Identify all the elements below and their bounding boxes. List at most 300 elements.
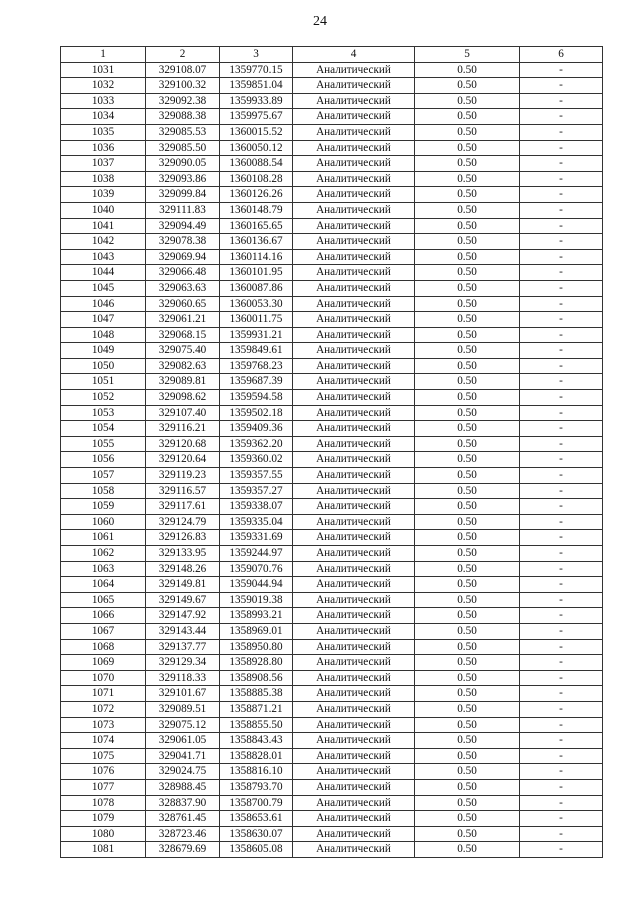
table-row <box>61 499 603 515</box>
note-cell: - <box>520 358 603 374</box>
point-number-cell: 1073 <box>61 717 146 733</box>
point-number-cell: 1049 <box>61 343 146 359</box>
method-cell: Аналитический <box>293 795 415 811</box>
y-coordinate-cell: 1358816.10 <box>220 764 293 780</box>
x-coordinate-cell: 329093.86 <box>146 171 220 187</box>
y-coordinate-cell: 1360101.95 <box>220 265 293 281</box>
y-coordinate-cell: 1359768.23 <box>220 358 293 374</box>
y-coordinate-cell: 1358885.38 <box>220 686 293 702</box>
method-cell: Аналитический <box>293 842 415 858</box>
note-cell: - <box>520 779 603 795</box>
point-number-cell: 1048 <box>61 327 146 343</box>
table-header-row <box>61 47 603 63</box>
x-coordinate-cell: 329147.92 <box>146 608 220 624</box>
y-coordinate-cell: 1359019.38 <box>220 592 293 608</box>
method-cell: Аналитический <box>293 390 415 406</box>
method-cell: Аналитический <box>293 483 415 499</box>
x-coordinate-cell: 329088.38 <box>146 109 220 125</box>
accuracy-cell: 0.50 <box>415 78 520 94</box>
table-row <box>61 608 603 624</box>
accuracy-cell: 0.50 <box>415 421 520 437</box>
y-coordinate-cell: 1358969.01 <box>220 623 293 639</box>
accuracy-cell: 0.50 <box>415 156 520 172</box>
x-coordinate-cell: 328837.90 <box>146 795 220 811</box>
y-coordinate-cell: 1359338.07 <box>220 499 293 515</box>
accuracy-cell: 0.50 <box>415 499 520 515</box>
note-cell: - <box>520 265 603 281</box>
x-coordinate-cell: 329090.05 <box>146 156 220 172</box>
method-cell: Аналитический <box>293 826 415 842</box>
note-cell: - <box>520 530 603 546</box>
x-coordinate-cell: 329089.81 <box>146 374 220 390</box>
table-row <box>61 218 603 234</box>
accuracy-cell: 0.50 <box>415 452 520 468</box>
note-cell: - <box>520 592 603 608</box>
method-cell: Аналитический <box>293 78 415 94</box>
note-cell: - <box>520 670 603 686</box>
x-coordinate-cell: 329126.83 <box>146 530 220 546</box>
note-cell: - <box>520 452 603 468</box>
method-cell: Аналитический <box>293 530 415 546</box>
table-row <box>61 577 603 593</box>
x-coordinate-cell: 329108.07 <box>146 62 220 78</box>
x-coordinate-cell: 329149.67 <box>146 592 220 608</box>
point-number-cell: 1071 <box>61 686 146 702</box>
page-number: 24 <box>313 14 327 29</box>
column-header: 1 <box>61 47 146 63</box>
y-coordinate-cell: 1360088.54 <box>220 156 293 172</box>
accuracy-cell: 0.50 <box>415 436 520 452</box>
y-coordinate-cell: 1360126.26 <box>220 187 293 203</box>
accuracy-cell: 0.50 <box>415 514 520 530</box>
table-row <box>61 639 603 655</box>
x-coordinate-cell: 329107.40 <box>146 405 220 421</box>
table-row <box>61 62 603 78</box>
method-cell: Аналитический <box>293 109 415 125</box>
point-number-cell: 1033 <box>61 93 146 109</box>
point-number-cell: 1034 <box>61 109 146 125</box>
note-cell: - <box>520 483 603 499</box>
table-row <box>61 795 603 811</box>
method-cell: Аналитический <box>293 639 415 655</box>
x-coordinate-cell: 329124.79 <box>146 514 220 530</box>
accuracy-cell: 0.50 <box>415 748 520 764</box>
note-cell: - <box>520 561 603 577</box>
y-coordinate-cell: 1359849.61 <box>220 343 293 359</box>
table-row <box>61 779 603 795</box>
y-coordinate-cell: 1360050.12 <box>220 140 293 156</box>
y-coordinate-cell: 1359044.94 <box>220 577 293 593</box>
table-row <box>61 468 603 484</box>
y-coordinate-cell: 1360136.67 <box>220 234 293 250</box>
y-coordinate-cell: 1358700.79 <box>220 795 293 811</box>
x-coordinate-cell: 329063.63 <box>146 280 220 296</box>
x-coordinate-cell: 329116.57 <box>146 483 220 499</box>
note-cell: - <box>520 156 603 172</box>
note-cell: - <box>520 171 603 187</box>
table-row <box>61 93 603 109</box>
column-header: 3 <box>220 47 293 63</box>
point-number-cell: 1067 <box>61 623 146 639</box>
y-coordinate-cell: 1359244.97 <box>220 546 293 562</box>
x-coordinate-cell: 329085.50 <box>146 140 220 156</box>
accuracy-cell: 0.50 <box>415 639 520 655</box>
method-cell: Аналитический <box>293 686 415 702</box>
accuracy-cell: 0.50 <box>415 733 520 749</box>
table-row <box>61 826 603 842</box>
x-coordinate-cell: 329148.26 <box>146 561 220 577</box>
table-row <box>61 748 603 764</box>
note-cell: - <box>520 842 603 858</box>
method-cell: Аналитический <box>293 327 415 343</box>
note-cell: - <box>520 124 603 140</box>
note-cell: - <box>520 374 603 390</box>
method-cell: Аналитический <box>293 733 415 749</box>
method-cell: Аналитический <box>293 546 415 562</box>
x-coordinate-cell: 329120.64 <box>146 452 220 468</box>
note-cell: - <box>520 234 603 250</box>
accuracy-cell: 0.50 <box>415 826 520 842</box>
point-number-cell: 1057 <box>61 468 146 484</box>
table-row <box>61 717 603 733</box>
point-number-cell: 1036 <box>61 140 146 156</box>
method-cell: Аналитический <box>293 748 415 764</box>
note-cell: - <box>520 514 603 530</box>
accuracy-cell: 0.50 <box>415 249 520 265</box>
point-number-cell: 1031 <box>61 62 146 78</box>
x-coordinate-cell: 329061.21 <box>146 312 220 328</box>
point-number-cell: 1076 <box>61 764 146 780</box>
table-row <box>61 421 603 437</box>
method-cell: Аналитический <box>293 171 415 187</box>
y-coordinate-cell: 1358908.56 <box>220 670 293 686</box>
method-cell: Аналитический <box>293 187 415 203</box>
column-header: 4 <box>293 47 415 63</box>
y-coordinate-cell: 1359931.21 <box>220 327 293 343</box>
y-coordinate-cell: 1358828.01 <box>220 748 293 764</box>
y-coordinate-cell: 1360114.16 <box>220 249 293 265</box>
table-row <box>61 124 603 140</box>
table-row <box>61 592 603 608</box>
table-row <box>61 842 603 858</box>
method-cell: Аналитический <box>293 343 415 359</box>
y-coordinate-cell: 1359362.20 <box>220 436 293 452</box>
x-coordinate-cell: 329120.68 <box>146 436 220 452</box>
accuracy-cell: 0.50 <box>415 779 520 795</box>
table-row <box>61 452 603 468</box>
y-coordinate-cell: 1360148.79 <box>220 202 293 218</box>
note-cell: - <box>520 639 603 655</box>
point-number-cell: 1053 <box>61 405 146 421</box>
point-number-cell: 1081 <box>61 842 146 858</box>
accuracy-cell: 0.50 <box>415 62 520 78</box>
method-cell: Аналитический <box>293 202 415 218</box>
y-coordinate-cell: 1359409.36 <box>220 421 293 437</box>
method-cell: Аналитический <box>293 93 415 109</box>
note-cell: - <box>520 202 603 218</box>
method-cell: Аналитический <box>293 779 415 795</box>
y-coordinate-cell: 1359933.89 <box>220 93 293 109</box>
method-cell: Аналитический <box>293 764 415 780</box>
table-row <box>61 436 603 452</box>
note-cell: - <box>520 436 603 452</box>
point-number-cell: 1043 <box>61 249 146 265</box>
accuracy-cell: 0.50 <box>415 842 520 858</box>
column-header: 5 <box>415 47 520 63</box>
note-cell: - <box>520 623 603 639</box>
accuracy-cell: 0.50 <box>415 811 520 827</box>
point-number-cell: 1070 <box>61 670 146 686</box>
y-coordinate-cell: 1359360.02 <box>220 452 293 468</box>
x-coordinate-cell: 329100.32 <box>146 78 220 94</box>
note-cell: - <box>520 140 603 156</box>
table-row <box>61 140 603 156</box>
point-number-cell: 1045 <box>61 280 146 296</box>
x-coordinate-cell: 329117.61 <box>146 499 220 515</box>
point-number-cell: 1039 <box>61 187 146 203</box>
point-number-cell: 1080 <box>61 826 146 842</box>
table-row <box>61 358 603 374</box>
accuracy-cell: 0.50 <box>415 468 520 484</box>
note-cell: - <box>520 280 603 296</box>
note-cell: - <box>520 499 603 515</box>
x-coordinate-cell: 329060.65 <box>146 296 220 312</box>
y-coordinate-cell: 1359357.55 <box>220 468 293 484</box>
point-number-cell: 1052 <box>61 390 146 406</box>
note-cell: - <box>520 218 603 234</box>
point-number-cell: 1055 <box>61 436 146 452</box>
method-cell: Аналитический <box>293 405 415 421</box>
table-row <box>61 265 603 281</box>
point-number-cell: 1064 <box>61 577 146 593</box>
point-number-cell: 1062 <box>61 546 146 562</box>
accuracy-cell: 0.50 <box>415 623 520 639</box>
x-coordinate-cell: 329061.05 <box>146 733 220 749</box>
accuracy-cell: 0.50 <box>415 686 520 702</box>
table-row <box>61 514 603 530</box>
method-cell: Аналитический <box>293 312 415 328</box>
table-row <box>61 171 603 187</box>
method-cell: Аналитический <box>293 577 415 593</box>
point-number-cell: 1077 <box>61 779 146 795</box>
accuracy-cell: 0.50 <box>415 280 520 296</box>
accuracy-cell: 0.50 <box>415 701 520 717</box>
y-coordinate-cell: 1358950.80 <box>220 639 293 655</box>
y-coordinate-cell: 1360053.30 <box>220 296 293 312</box>
note-cell: - <box>520 686 603 702</box>
table-row <box>61 530 603 546</box>
point-number-cell: 1038 <box>61 171 146 187</box>
table-row <box>61 390 603 406</box>
note-cell: - <box>520 655 603 671</box>
y-coordinate-cell: 1358843.43 <box>220 733 293 749</box>
accuracy-cell: 0.50 <box>415 655 520 671</box>
note-cell: - <box>520 795 603 811</box>
accuracy-cell: 0.50 <box>415 577 520 593</box>
y-coordinate-cell: 1359687.39 <box>220 374 293 390</box>
accuracy-cell: 0.50 <box>415 327 520 343</box>
point-number-cell: 1035 <box>61 124 146 140</box>
point-number-cell: 1075 <box>61 748 146 764</box>
accuracy-cell: 0.50 <box>415 374 520 390</box>
table-row <box>61 623 603 639</box>
note-cell: - <box>520 468 603 484</box>
point-number-cell: 1054 <box>61 421 146 437</box>
x-coordinate-cell: 329118.33 <box>146 670 220 686</box>
method-cell: Аналитический <box>293 218 415 234</box>
x-coordinate-cell: 329129.34 <box>146 655 220 671</box>
y-coordinate-cell: 1360087.86 <box>220 280 293 296</box>
note-cell: - <box>520 764 603 780</box>
table-row <box>61 234 603 250</box>
coordinates-table <box>60 46 603 858</box>
x-coordinate-cell: 329078.38 <box>146 234 220 250</box>
y-coordinate-cell: 1358793.70 <box>220 779 293 795</box>
table-row <box>61 78 603 94</box>
table-row <box>61 811 603 827</box>
column-header: 6 <box>520 47 603 63</box>
accuracy-cell: 0.50 <box>415 218 520 234</box>
note-cell: - <box>520 93 603 109</box>
note-cell: - <box>520 296 603 312</box>
accuracy-cell: 0.50 <box>415 546 520 562</box>
table-row <box>61 249 603 265</box>
point-number-cell: 1051 <box>61 374 146 390</box>
accuracy-cell: 0.50 <box>415 265 520 281</box>
table-row <box>61 701 603 717</box>
method-cell: Аналитический <box>293 561 415 577</box>
point-number-cell: 1061 <box>61 530 146 546</box>
accuracy-cell: 0.50 <box>415 93 520 109</box>
point-number-cell: 1069 <box>61 655 146 671</box>
accuracy-cell: 0.50 <box>415 390 520 406</box>
note-cell: - <box>520 327 603 343</box>
accuracy-cell: 0.50 <box>415 670 520 686</box>
method-cell: Аналитический <box>293 296 415 312</box>
method-cell: Аналитический <box>293 592 415 608</box>
accuracy-cell: 0.50 <box>415 483 520 499</box>
note-cell: - <box>520 811 603 827</box>
point-number-cell: 1056 <box>61 452 146 468</box>
y-coordinate-cell: 1359770.15 <box>220 62 293 78</box>
method-cell: Аналитический <box>293 234 415 250</box>
x-coordinate-cell: 329024.75 <box>146 764 220 780</box>
method-cell: Аналитический <box>293 358 415 374</box>
table-row <box>61 109 603 125</box>
table-row <box>61 546 603 562</box>
y-coordinate-cell: 1359851.04 <box>220 78 293 94</box>
method-cell: Аналитический <box>293 608 415 624</box>
accuracy-cell: 0.50 <box>415 405 520 421</box>
table-row <box>61 187 603 203</box>
point-number-cell: 1042 <box>61 234 146 250</box>
x-coordinate-cell: 329149.81 <box>146 577 220 593</box>
accuracy-cell: 0.50 <box>415 140 520 156</box>
x-coordinate-cell: 329094.49 <box>146 218 220 234</box>
point-number-cell: 1072 <box>61 701 146 717</box>
table-row <box>61 483 603 499</box>
y-coordinate-cell: 1359357.27 <box>220 483 293 499</box>
accuracy-cell: 0.50 <box>415 296 520 312</box>
table-row <box>61 156 603 172</box>
point-number-cell: 1078 <box>61 795 146 811</box>
table-row <box>61 670 603 686</box>
x-coordinate-cell: 329082.63 <box>146 358 220 374</box>
note-cell: - <box>520 78 603 94</box>
accuracy-cell: 0.50 <box>415 109 520 125</box>
y-coordinate-cell: 1358928.80 <box>220 655 293 671</box>
y-coordinate-cell: 1359070.76 <box>220 561 293 577</box>
x-coordinate-cell: 329089.51 <box>146 701 220 717</box>
point-number-cell: 1037 <box>61 156 146 172</box>
y-coordinate-cell: 1359335.04 <box>220 514 293 530</box>
table-row <box>61 202 603 218</box>
method-cell: Аналитический <box>293 452 415 468</box>
point-number-cell: 1041 <box>61 218 146 234</box>
table-body <box>61 62 603 857</box>
table-row <box>61 312 603 328</box>
x-coordinate-cell: 328723.46 <box>146 826 220 842</box>
note-cell: - <box>520 826 603 842</box>
point-number-cell: 1040 <box>61 202 146 218</box>
method-cell: Аналитический <box>293 499 415 515</box>
accuracy-cell: 0.50 <box>415 358 520 374</box>
point-number-cell: 1046 <box>61 296 146 312</box>
point-number-cell: 1050 <box>61 358 146 374</box>
x-coordinate-cell: 328679.69 <box>146 842 220 858</box>
x-coordinate-cell: 329085.53 <box>146 124 220 140</box>
accuracy-cell: 0.50 <box>415 343 520 359</box>
accuracy-cell: 0.50 <box>415 202 520 218</box>
method-cell: Аналитический <box>293 436 415 452</box>
table-row <box>61 655 603 671</box>
point-number-cell: 1068 <box>61 639 146 655</box>
method-cell: Аналитический <box>293 62 415 78</box>
method-cell: Аналитический <box>293 701 415 717</box>
note-cell: - <box>520 421 603 437</box>
method-cell: Аналитический <box>293 374 415 390</box>
x-coordinate-cell: 329092.38 <box>146 93 220 109</box>
x-coordinate-cell: 328761.45 <box>146 811 220 827</box>
x-coordinate-cell: 329075.40 <box>146 343 220 359</box>
table-row <box>61 343 603 359</box>
accuracy-cell: 0.50 <box>415 608 520 624</box>
note-cell: - <box>520 405 603 421</box>
table-row <box>61 327 603 343</box>
x-coordinate-cell: 329066.48 <box>146 265 220 281</box>
table-row <box>61 405 603 421</box>
x-coordinate-cell: 329099.84 <box>146 187 220 203</box>
accuracy-cell: 0.50 <box>415 187 520 203</box>
x-coordinate-cell: 329041.71 <box>146 748 220 764</box>
x-coordinate-cell: 329111.83 <box>146 202 220 218</box>
y-coordinate-cell: 1358871.21 <box>220 701 293 717</box>
note-cell: - <box>520 717 603 733</box>
x-coordinate-cell: 329068.15 <box>146 327 220 343</box>
x-coordinate-cell: 329101.67 <box>146 686 220 702</box>
point-number-cell: 1063 <box>61 561 146 577</box>
y-coordinate-cell: 1358653.61 <box>220 811 293 827</box>
y-coordinate-cell: 1358605.08 <box>220 842 293 858</box>
y-coordinate-cell: 1360011.75 <box>220 312 293 328</box>
accuracy-cell: 0.50 <box>415 764 520 780</box>
method-cell: Аналитический <box>293 280 415 296</box>
y-coordinate-cell: 1358630.07 <box>220 826 293 842</box>
point-number-cell: 1060 <box>61 514 146 530</box>
method-cell: Аналитический <box>293 468 415 484</box>
point-number-cell: 1074 <box>61 733 146 749</box>
x-coordinate-cell: 329075.12 <box>146 717 220 733</box>
